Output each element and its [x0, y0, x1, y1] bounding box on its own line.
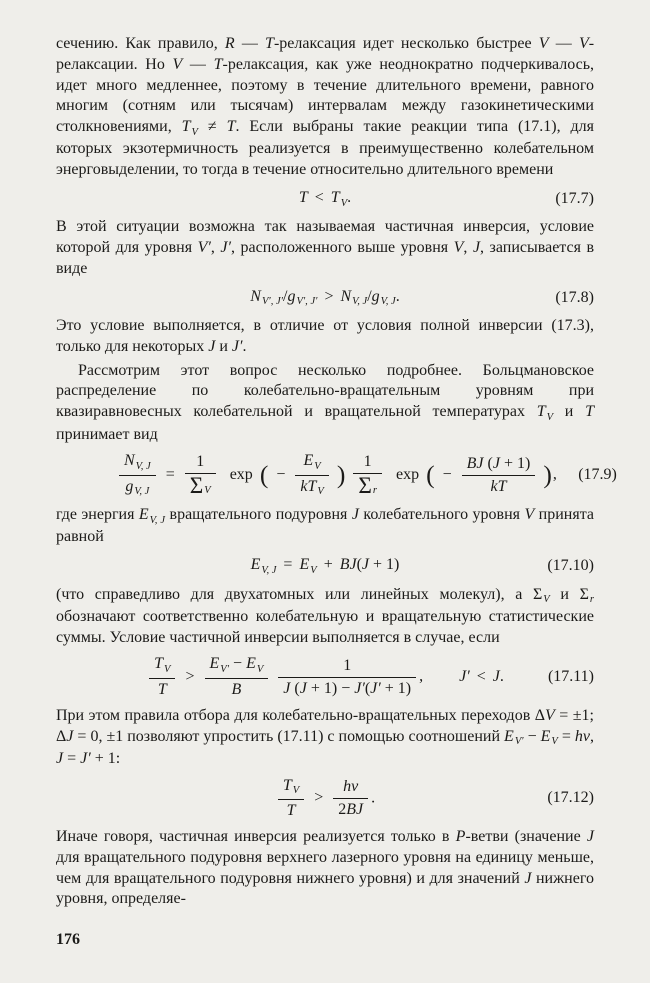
paragraph-3: Это условие выполняется, в отличие от условия полной инверсии (17.3), только для некоторых J и J′.	[56, 317, 594, 355]
paragraph-5: где энергия $E_{V, J}$ вращательного подуровня J колебательного уровня V принята равной	[56, 506, 594, 546]
fraction-one-over-jj	[278, 657, 416, 698]
equation-17-9	[56, 452, 617, 500]
equation-17-7	[56, 188, 594, 210]
fraction-one-over-sigma-v	[185, 453, 216, 500]
fraction-numerator: 1	[278, 657, 416, 678]
fraction-numerator: $T_V$	[149, 655, 175, 678]
fraction-denominator: kT	[490, 477, 507, 495]
fraction-denominator: 2BJ	[338, 800, 364, 818]
fraction-tv-over-t	[149, 655, 175, 698]
paragraph-7: При этом правила отбора для колебательно-вращательных переходов ΔV = ±1; ΔJ = 0, ±1 позволяют упростить (17.11) с помощью соотношений $E_{V'} - E_V = h\nu$, J = J′ + 1:	[56, 706, 595, 767]
open-paren: (	[426, 460, 435, 490]
fraction-numerator: BJ (J + 1)	[462, 455, 536, 476]
minus-sign: −	[276, 465, 286, 483]
fraction-denominator: B	[231, 680, 242, 698]
fraction-denominator: J (J + 1) − J′(J′ + 1)	[283, 679, 412, 697]
equation-number: (17.10)	[547, 557, 594, 574]
fraction-energy-diff-over-b	[205, 655, 269, 698]
equation-17-10-body: $E_{V, J} = E_V + BJ(J + 1)$	[250, 556, 400, 576]
equation-number: (17.8)	[555, 288, 594, 306]
fraction-bjj1-over-kt	[462, 455, 536, 496]
paragraph-4: Рассмотрим этот вопрос несколько подробнее. Больцмановское распределение по колебательно-вращательным уровням при квазиравновесных колебательной и вращательной температурах $T_V$ и T принимает вид	[56, 361, 594, 443]
fraction-numerator: $T_V$	[278, 777, 304, 800]
paragraph-8: Иначе говоря, частичная инверсия реализуется только в P-ветви (значение J для вращательного подуровня верхнего лазерного уровня на единицу меньше, чем для вращательного подуровня нижнего уровня) и для значений J нижнего уровня, определяе-	[56, 827, 595, 908]
exp-function: exp	[229, 465, 253, 483]
fraction-tv-over-t	[278, 777, 304, 820]
fraction-denominator: T	[286, 802, 296, 820]
close-paren: )	[543, 460, 552, 490]
fraction-denominator: $\Sigma_V$	[189, 473, 211, 500]
fraction-hnu-over-2bj	[333, 778, 368, 819]
fraction-numerator: 1	[353, 453, 382, 474]
fraction-numerator: $E_{V'} - E_V$	[205, 655, 269, 678]
fraction-denominator: $\Sigma_r$	[358, 473, 377, 500]
period: .	[371, 788, 376, 806]
fraction-numerator: hν	[333, 778, 368, 799]
minus-sign: −	[442, 465, 452, 483]
equation-number: (17.9)	[578, 465, 617, 483]
equation-17-10	[56, 555, 594, 577]
fraction-one-over-sigma-r	[353, 453, 382, 500]
fraction-numerator: $N_{V, J}$	[119, 452, 156, 475]
equation-17-7-body: $T < T_V$.	[298, 189, 352, 209]
fraction-population-ratio	[119, 452, 156, 498]
exp-function: exp	[395, 465, 420, 483]
equation-17-9-body	[116, 452, 557, 498]
paragraph-2: В этой ситуации возможна так называемая частичная инверсия, условие которой для уровня V′, J′, расположенного выше уровня V, J, записывается в виде	[56, 218, 595, 277]
equation-17-12	[56, 777, 594, 820]
equation-number: (17.11)	[547, 667, 594, 685]
close-paren: )	[336, 460, 346, 490]
comma: ,	[419, 667, 424, 685]
equation-17-11	[56, 655, 594, 698]
open-paren: (	[259, 460, 269, 490]
equation-17-8	[56, 287, 594, 309]
equation-17-11-body	[116, 655, 534, 698]
equation-number: (17.12)	[547, 788, 594, 806]
fraction-ev-over-ktv	[295, 452, 328, 498]
side-condition: J′ < J.	[459, 667, 504, 685]
greater-than-sign: >	[314, 788, 324, 806]
paragraph-1: сечению. Как правило, R — T-релаксация идет несколько быстрее V — V-релаксации. Но V — T-релаксация, как уже неоднократно подчеркивалось, идет много медленнее, поэтому в течение длительного времени, равного многим (сотням или тысячам) интервалам между газокинетическими столкновениями, $T_V \ne T$. Если выбраны такие реакции типа (17.1), для которых экзотермичность реализуется в преимущественно колебательном энерговыделении, то тогда в течение относительно длительного времени	[56, 35, 595, 179]
equation-number: (17.7)	[555, 189, 594, 207]
paragraph-6: (что справедливо для двухатомных или линейных молекул), а $\Sigma_V$ и $\Sigma_r$ обозначают соответственно колебательную и вращательную статистические суммы. Условие частичной инверсии выполняется в случае, если	[56, 585, 595, 646]
fraction-numerator: $E_V$	[295, 452, 328, 475]
fraction-denominator: $g_{V, J}$	[125, 477, 150, 498]
fraction-denominator: T	[157, 680, 167, 698]
page-number: 176	[56, 931, 80, 949]
fraction-numerator: 1	[185, 453, 216, 474]
equals-sign: =	[165, 465, 175, 483]
equation-17-12-body	[116, 777, 534, 820]
fraction-denominator: $kT_V$	[300, 477, 324, 498]
greater-than-sign: >	[185, 667, 195, 685]
equation-17-8-body: $N_{V', J'}/g_{V', J'} > N_{V, J}/g_{V, J}$.	[250, 287, 400, 308]
comma: ,	[552, 465, 557, 483]
